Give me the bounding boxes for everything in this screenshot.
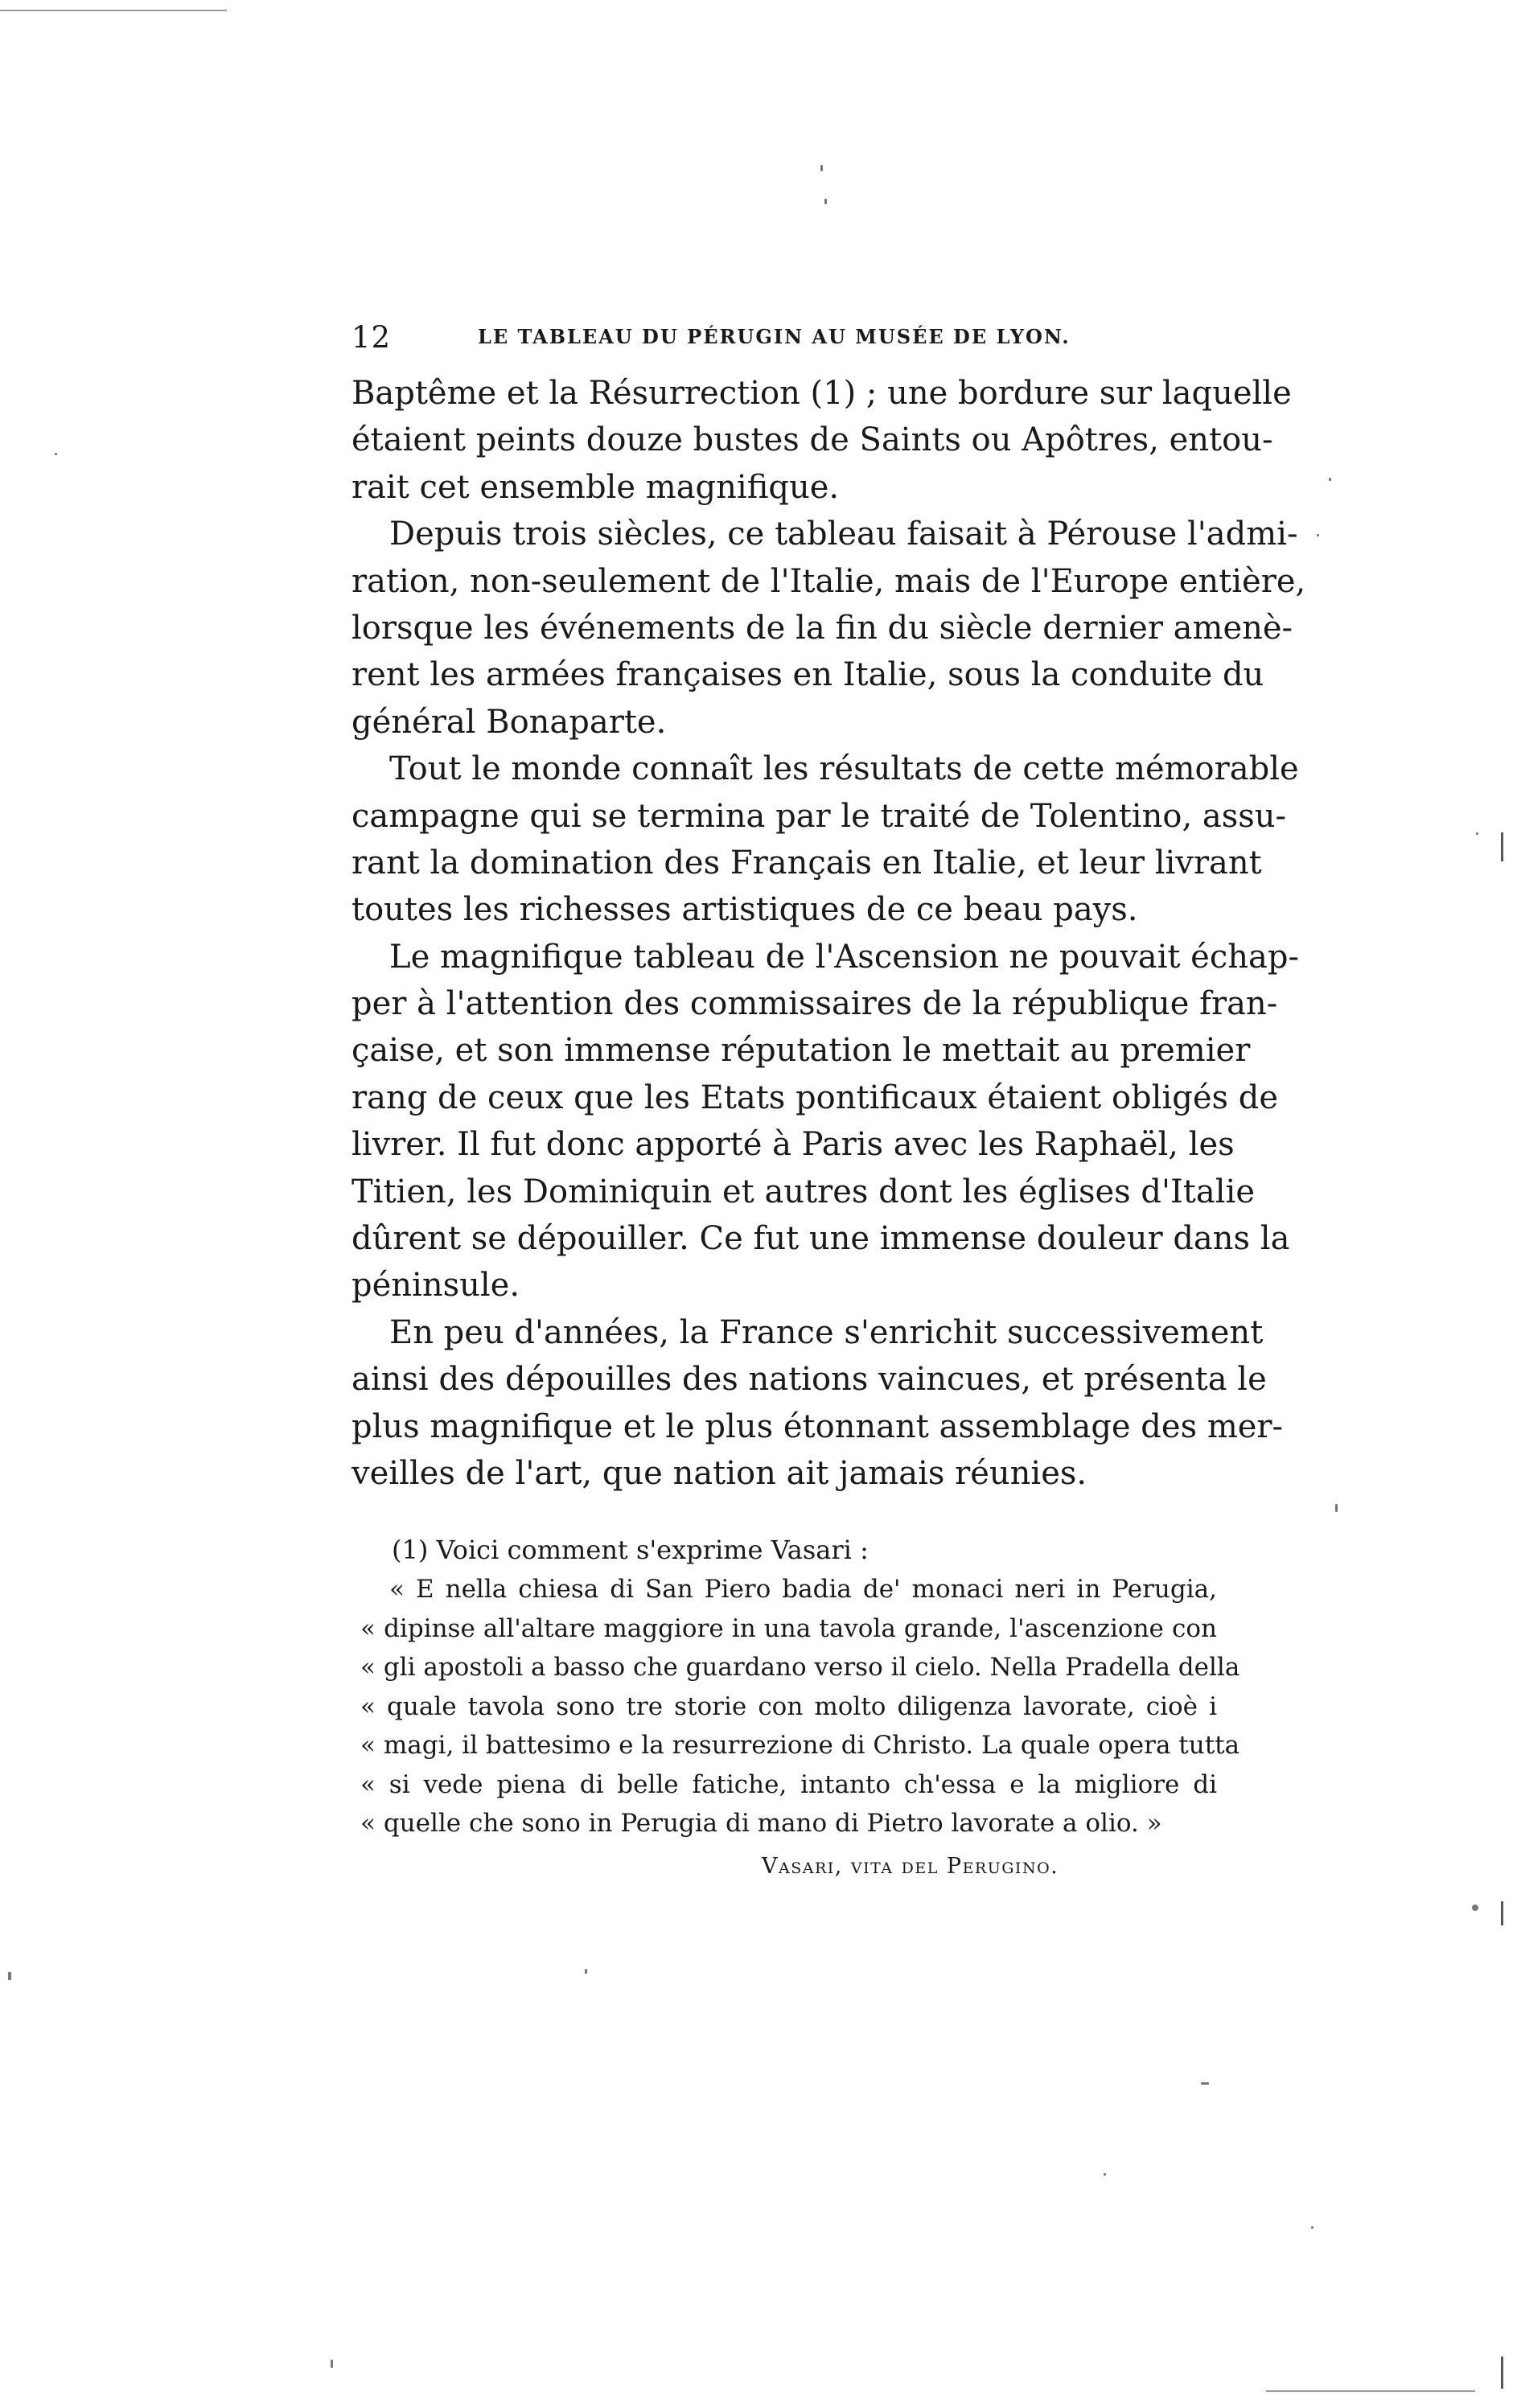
body-line: péninsule. <box>352 1267 520 1305</box>
footnote-line: « quelle che sono in Perugia di mano di Pietro lavorate a olio. » <box>360 1809 1162 1838</box>
body-line: Baptême et la Résurrection (1) ; une bordure sur laquelle <box>352 375 1292 412</box>
body-line: général Bonaparte. <box>352 703 667 741</box>
scan-mark-right <box>1501 1901 1503 1925</box>
body-line: rait cet ensemble magnifique. <box>352 468 840 506</box>
body-line: per à l'attention des commissaires de la république fran- <box>352 985 1278 1023</box>
footnote-source: Vasari, vita del Perugino. <box>762 1853 1059 1879</box>
running-title: LE TABLEAU DU PÉRUGIN AU MUSÉE DE LYON. <box>478 325 1071 348</box>
scan-speck <box>1317 534 1319 536</box>
body-line: çaise, et son immense réputation le mettait au premier <box>352 1032 1251 1070</box>
body-line: Le magnifique tableau de l'Ascension ne pouvait échap- <box>389 938 1299 976</box>
scan-speck <box>331 2360 333 2368</box>
scan-mark-right <box>1501 832 1503 861</box>
scan-edge-line-bottom <box>1266 2390 1475 2392</box>
body-line: rang de ceux que les Etats pontificaux étaient obligés de <box>352 1079 1279 1116</box>
page-number: 12 <box>352 320 392 355</box>
body-line: rant la domination des Français en Italie, et leur livrant <box>352 844 1262 881</box>
scan-speck <box>1476 832 1478 835</box>
scan-speck <box>1335 1504 1338 1512</box>
scan-speck <box>820 165 823 171</box>
footnote-line: « gli apostoli a basso che guardano verso il cielo. Nella Pradella della <box>360 1653 1240 1682</box>
body-line: ration, non-seulement de l'Italie, mais de l'Europe entière, <box>352 562 1306 600</box>
body-line: livrer. Il fut donc apporté à Paris avec les Raphaël, les <box>352 1126 1235 1164</box>
scan-speck <box>55 453 57 455</box>
body-line: rent les armées françaises en Italie, sous la conduite du <box>352 656 1264 694</box>
scan-speck <box>1472 1905 1478 1911</box>
running-head <box>352 318 1220 360</box>
scan-speck <box>1329 478 1331 481</box>
body-line: ainsi des dépouilles des nations vaincues, et présenta le <box>352 1361 1267 1399</box>
footnote-line: « si vede piena di belle fatiche, intanto ch'essa e la migliore di <box>360 1769 1217 1799</box>
footnote-line: « E nella chiesa di San Piero badia de' monaci neri in Perugia, <box>389 1575 1217 1604</box>
body-line: campagne qui se termina par le traité de Tolentino, assu- <box>352 797 1287 835</box>
footnote-line: « quale tavola sono tre storie con molto diligenza lavorate, cioè i <box>360 1691 1217 1721</box>
body-line: Tout le monde connaît les résultats de cette mémorable <box>389 750 1299 788</box>
body-text <box>352 370 1306 1497</box>
body-line: En peu d'années, la France s'enrichit successivement <box>389 1313 1264 1351</box>
body-line: lorsque les événements de la fin du siècle dernier amenè- <box>352 609 1293 647</box>
body-line: veilles de l'art, que nation ait jamais réunies. <box>352 1454 1087 1492</box>
body-line: dûrent se dépouiller. Ce fut une immense douleur dans la <box>352 1220 1290 1258</box>
scan-speck <box>1201 2082 1209 2085</box>
scan-speck <box>585 1969 587 1974</box>
scan-speck <box>8 1972 11 1980</box>
scan-edge-line-top <box>0 10 227 11</box>
body-line: plus magnifique et le plus étonnant assemblage des mer- <box>352 1407 1284 1445</box>
body-line: étaient peints douze bustes de Saints ou Apôtres, entou- <box>352 421 1273 459</box>
scan-speck <box>1104 2173 1106 2176</box>
body-line: Depuis trois siècles, ce tableau faisait à Pérouse l'admi- <box>389 516 1298 553</box>
footnote-line: « magi, il battesimo e la resurrezione di Christo. La quale opera tutta <box>360 1731 1240 1760</box>
footnote <box>360 1530 1240 1890</box>
body-line: toutes les richesses artistiques de ce beau pays. <box>352 891 1138 929</box>
scan-speck <box>824 199 827 204</box>
scan-mark-right <box>1501 2357 1503 2389</box>
scan-speck <box>1311 2226 1314 2229</box>
footnote-intro: (1) Voici comment s'exprime Vasari : <box>392 1535 869 1565</box>
body-line: Titien, les Dominiquin et autres dont les églises d'Italie <box>352 1173 1255 1210</box>
footnote-line: « dipinse all'altare maggiore in una tavola grande, l'ascenzione con <box>360 1613 1217 1643</box>
